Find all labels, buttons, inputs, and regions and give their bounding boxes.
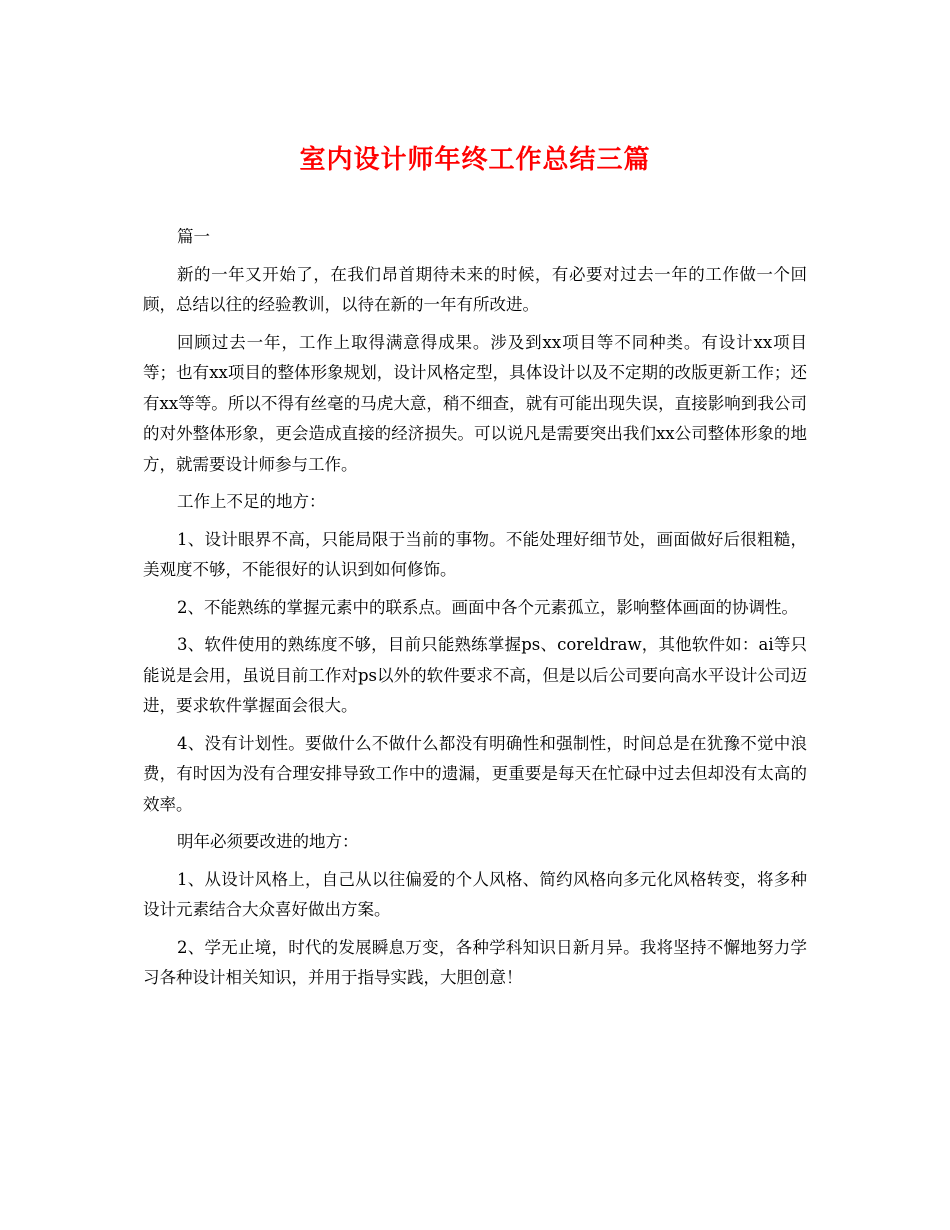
- subheading-improvements: 明年必须要改进的地方：: [177, 832, 359, 851]
- list-item: 1、从设计风格上，自己从以往偏爱的个人风格、简约风格向多元化风格转变，将多种设计元素结合大众喜好做出方案。: [143, 869, 807, 919]
- document-body: [143, 222, 807, 994]
- document-title: 室内设计师年终工作总结三篇: [299, 145, 651, 175]
- list-item: 3、软件使用的熟练度不够，目前只能熟练掌握ps、coreldraw，其他软件如：ai等只能说是会用，虽说目前工作对ps以外的软件要求不高，但是以后公司要向高水平设计公司迈进，要求软件掌握面会很大。: [143, 635, 807, 715]
- section-heading: 篇一: [177, 227, 210, 246]
- paragraph: 新的一年又开始了，在我们昂首期待未来的时候，有必要对过去一年的工作做一个回顾，总结以往的经验教训，以待在新的一年有所改进。: [143, 264, 807, 314]
- paragraph: 回顾过去一年，工作上取得满意得成果。涉及到xx项目等不同种类。有设计xx项目等；也有xx项目的整体形象规划，设计风格定型，具体设计以及不定期的改版更新工作；还有xx等等。所以不得有丝毫的马虎大意，稍不细查，就有可能出现失误，直接影响到我公司的对外整体形象，更会造成直接的经济损失。可以说凡是需要突出我们xx公司整体形象的地方，就需要设计师参与工作。: [143, 332, 807, 474]
- list-item: 2、不能熟练的掌握元素中的联系点。画面中各个元素孤立，影响整体画面的协调性。: [177, 597, 798, 617]
- list-item: 2、学无止境，时代的发展瞬息万变，各种学科知识日新月异。我将坚持不懈地努力学习各种设计相关知识，并用于指导实践，大胆创意！: [143, 937, 807, 987]
- list-item: 4、没有计划性。要做什么不做什么都没有明确性和强制性，时间总是在犹豫不觉中浪费，有时因为没有合理安排导致工作中的遗漏，更重要是每天在忙碌中过去但却没有太高的效率。: [143, 733, 807, 814]
- subheading-shortcomings: 工作上不足的地方：: [177, 492, 326, 511]
- list-item: 1、设计眼界不高，只能局限于当前的事物。不能处理好细节处，画面做好后很粗糙，美观度不够，不能很好的认识到如何修饰。: [143, 529, 807, 579]
